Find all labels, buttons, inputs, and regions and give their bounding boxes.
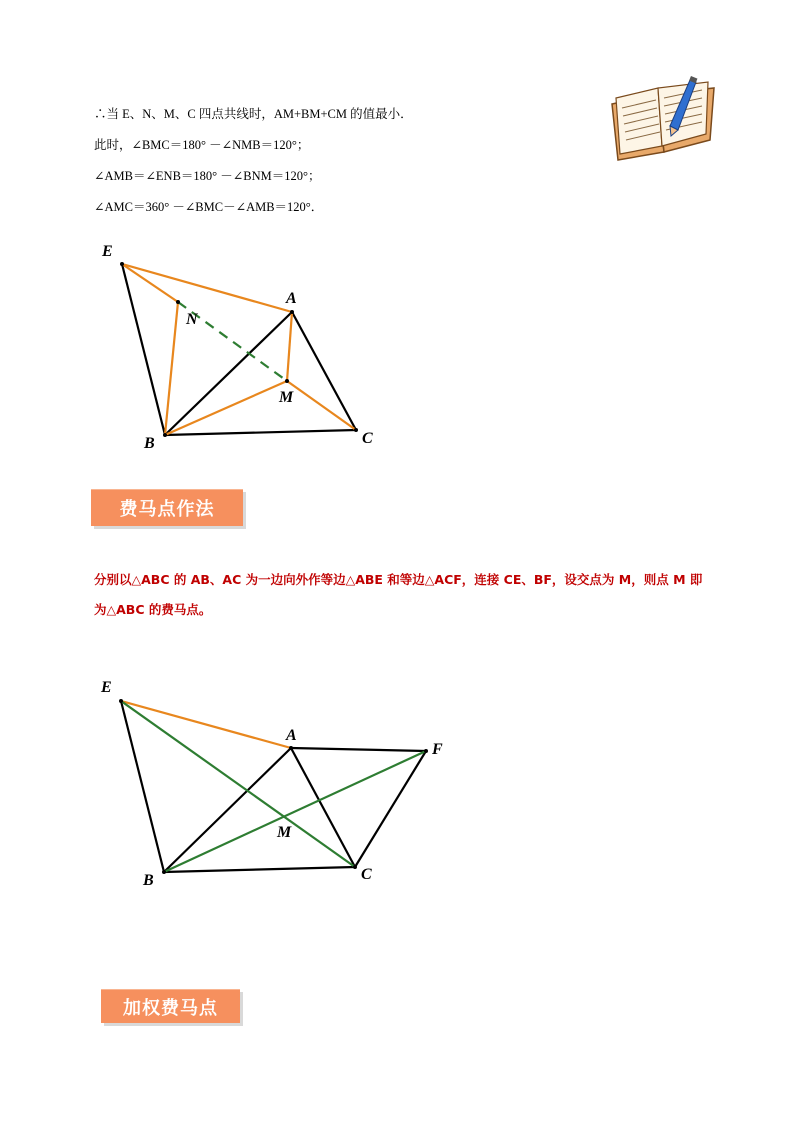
- label-F: F: [432, 741, 443, 758]
- text-line-4: ∠AMC＝360° －∠BMC－∠AMB＝120°．: [94, 200, 324, 214]
- label-C: C: [362, 430, 373, 447]
- edge-BA: [164, 748, 291, 872]
- label-B: B: [143, 872, 154, 889]
- edge-BM: [165, 381, 287, 435]
- figure-1-diagram: [0, 230, 420, 460]
- text-line-3: ∠AMB＝∠ENB＝180° －∠BNM＝120°；: [94, 169, 321, 183]
- edge-BA: [165, 312, 292, 435]
- edge-NB: [165, 302, 178, 435]
- text-line-1: ∴当 E、N、M、C 四点共线时，AM+BM+CM 的值最小．: [94, 107, 413, 121]
- label-B: B: [144, 435, 155, 452]
- edge-BC: [164, 867, 355, 872]
- edge-EA: [121, 701, 291, 748]
- construction-paragraph: 分别以△ABC 的 AB、AC 为一边向外作等边△ABE 和等边△ACF，连接 CE、BF，设交点为 M，则点 M 即为△ABC 的费马点。: [94, 572, 703, 617]
- book-pencil-icon: [608, 74, 718, 166]
- label-E: E: [102, 243, 113, 260]
- label-C: C: [361, 866, 372, 883]
- text-line-2: 此时，∠BMC＝180° －∠NMB＝120°；: [94, 138, 310, 152]
- edge-AC: [292, 312, 356, 430]
- edge-EA: [122, 264, 292, 312]
- label-M: M: [277, 824, 292, 841]
- edge-AF: [291, 748, 426, 751]
- edge-AC: [291, 748, 355, 867]
- label-E: E: [101, 679, 112, 696]
- label-A: A: [286, 290, 297, 307]
- section-heading-weighted-fermat: 加权费马点: [101, 989, 240, 1023]
- edge-BF: [164, 751, 426, 872]
- figure-2-diagram: [0, 670, 470, 900]
- label-M: M: [279, 389, 294, 406]
- edge-MC: [287, 381, 356, 430]
- label-N: N: [186, 311, 198, 328]
- edge-AM: [287, 312, 292, 381]
- label-A: A: [286, 727, 297, 744]
- edge-BC: [165, 430, 356, 435]
- section-heading-fermat-construction: 费马点作法: [91, 489, 243, 526]
